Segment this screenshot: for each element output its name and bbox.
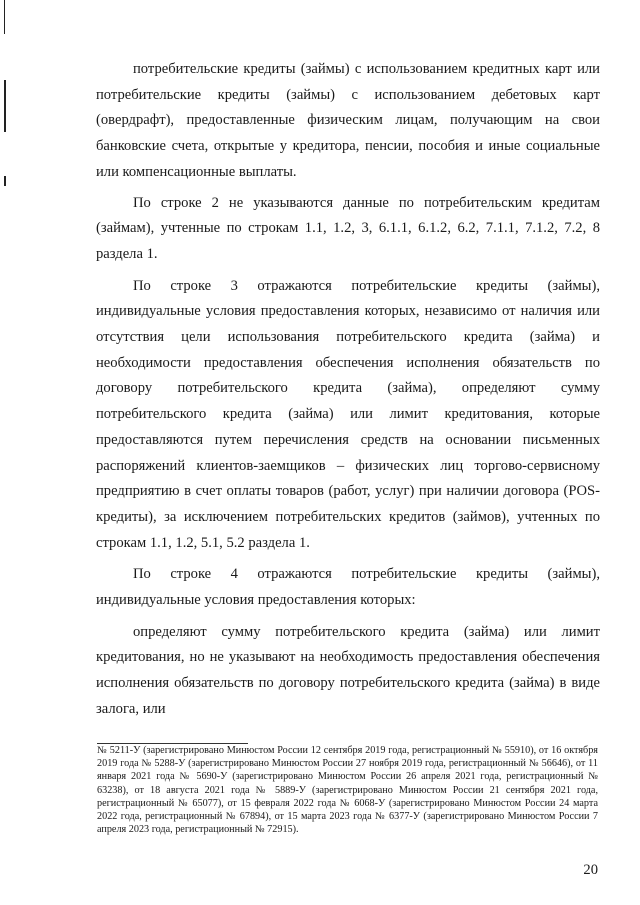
scan-edge-mark: [4, 80, 6, 132]
scan-edge-mark: [4, 0, 5, 34]
paragraph-line-3: По строке 3 отражаются потребительские кредиты (займы), индивидуальные условия предоставления которых, независимо от наличия или отсутствия цели использования потребительского кредита (займа) и необходимости предоставления обеспечения исполнения обязательств по договору потребительского кредита (займа), определяют сумму потребительского кредита (займа) или лимит кредитования, которые предоставляются путем перечисления средств на основании письменных распоряжений клиентов-заемщиков – физических лиц торгово-сервисному предприятию в счет оплаты товаров (работ, услуг) при наличии договора (POS-кредиты), за исключением потребительских кредитов (займов), учтенных по строкам 1.1, 1.2, 5.1, 5.2 раздела 1.: [96, 277, 600, 551]
footnote: № 5211-У (зарегистрировано Минюстом России 12 сентября 2019 года, регистрационный № 55910), от 16 октября 2019 года № 5288-У (зарегистрировано Минюстом России 27 ноября 2019 года, регистрационный № 56646), от 11 января 2021 года № 5690-У (зарегистрировано Минюстом России 26 апреля 2021 года, регистрационный № 63238), от 18 августа 2021 года № 5889-У (зарегистрировано Минюстом России 21 сентября 2021 года, регистрационный № 65077), от 15 февраля 2022 года № 6068-У (зарегистрировано Минюстом России 24 марта 2022 года, регистрационный № 67894), от 15 марта 2023 года № 6377-У (зарегистрировано Минюстом России 7 апреля 2023 года, регистрационный № 72915).: [97, 745, 598, 836]
paragraph-line-4-condition: определяют сумму потребительского кредита (займа) или лимит кредитования, но не указывают на необходимость предоставления обеспечения исполнения обязательств по договору потребительского кредита (займа) в виде залога, или: [96, 623, 600, 717]
paragraph-credit-cards: потребительские кредиты (займы) с использованием кредитных карт или потребительские кредиты (займы) с использованием дебетовых карт (овердрафт), предоставленные физическим лицам, получающим на свои банковские счета, открытые у кредитора, пенсии, пособия и иные социальные или компенсационные выплаты.: [96, 61, 600, 180]
document-body: [96, 57, 600, 723]
page-number: 20: [583, 862, 598, 878]
paragraph-line-2: По строке 2 не указываются данные по потребительским кредитам (займам), учтенные по строкам 1.1, 1.2, 3, 6.1.1, 6.1.2, 6.2, 7.1.1, 7.1.2, 7.2, 8 раздела 1.: [96, 194, 600, 262]
paragraph-line-4: По строке 4 отражаются потребительские кредиты (займы), индивидуальные условия предоставления которых:: [96, 566, 600, 609]
scan-edge-mark: [4, 176, 6, 186]
